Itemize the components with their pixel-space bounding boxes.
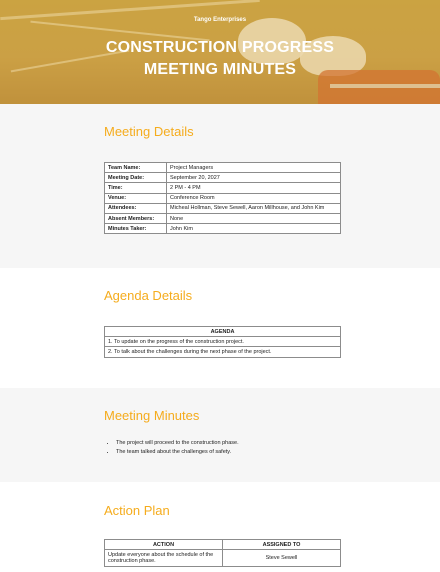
row-value: John Kim <box>167 224 341 234</box>
table-row <box>105 224 341 234</box>
table-row <box>105 173 341 183</box>
table-row <box>105 203 341 213</box>
row-label: Team Name: <box>105 163 167 173</box>
list-item: • The project will proceed to the construction phase. <box>116 439 239 448</box>
row-value: Conference Room <box>167 193 341 203</box>
minutes-list <box>104 439 239 456</box>
row-label: Time: <box>105 183 167 193</box>
action-column-header: ACTION <box>105 540 223 550</box>
agenda-table <box>104 326 341 358</box>
row-label: Absent Members: <box>105 214 167 224</box>
row-value: 2 PM - 4 PM <box>167 183 341 193</box>
row-label: Venue: <box>105 193 167 203</box>
meeting-details-table <box>104 162 341 234</box>
table-row <box>105 214 341 224</box>
agenda-item: 2. To talk about the challenges during the next phase of the project. <box>105 347 341 357</box>
list-item: • The team talked about the challenges of safety. <box>116 448 239 457</box>
row-value: Project Managers <box>167 163 341 173</box>
assigned-column-header: ASSIGNED TO <box>223 540 341 550</box>
table-row <box>105 337 341 347</box>
row-value: None <box>167 214 341 224</box>
assigned-cell: Steve Sewell <box>223 550 341 566</box>
table-row <box>105 163 341 173</box>
action-cell: Update everyone about the schedule of the construction phase. <box>105 550 223 566</box>
action-plan-section <box>0 482 440 572</box>
meeting-details-section <box>0 104 440 268</box>
table-row <box>105 550 341 566</box>
action-plan-table <box>104 539 341 567</box>
table-header-row <box>105 327 341 337</box>
row-label: Minutes Taker: <box>105 224 167 234</box>
title-line-1: CONSTRUCTION PROGRESS <box>105 39 335 56</box>
page-title <box>0 37 440 81</box>
table-row <box>105 347 341 357</box>
meeting-minutes-section <box>0 388 440 482</box>
meeting-minutes-heading: Meeting Minutes <box>104 408 200 423</box>
table-row <box>105 183 341 193</box>
row-label: Attendees: <box>105 203 167 213</box>
header-banner <box>0 0 440 104</box>
row-value: Micheal Hollman, Steve Sewell, Aaron Millhouse, and John Kim <box>167 203 341 213</box>
action-plan-heading: Action Plan <box>104 503 170 518</box>
row-label: Meeting Date: <box>105 173 167 183</box>
agenda-item: 1. To update on the progress of the construction project. <box>105 337 341 347</box>
title-line-2: MEETING MINUTES <box>143 61 297 78</box>
agenda-details-section <box>0 268 440 388</box>
agenda-details-heading: Agenda Details <box>104 288 193 303</box>
table-header-row <box>105 540 341 550</box>
table-row <box>105 193 341 203</box>
row-value: September 20, 2027 <box>167 173 341 183</box>
company-name: Tango Enterprises <box>193 17 247 23</box>
meeting-details-heading: Meeting Details <box>104 124 194 139</box>
agenda-column-header: AGENDA <box>105 327 341 337</box>
